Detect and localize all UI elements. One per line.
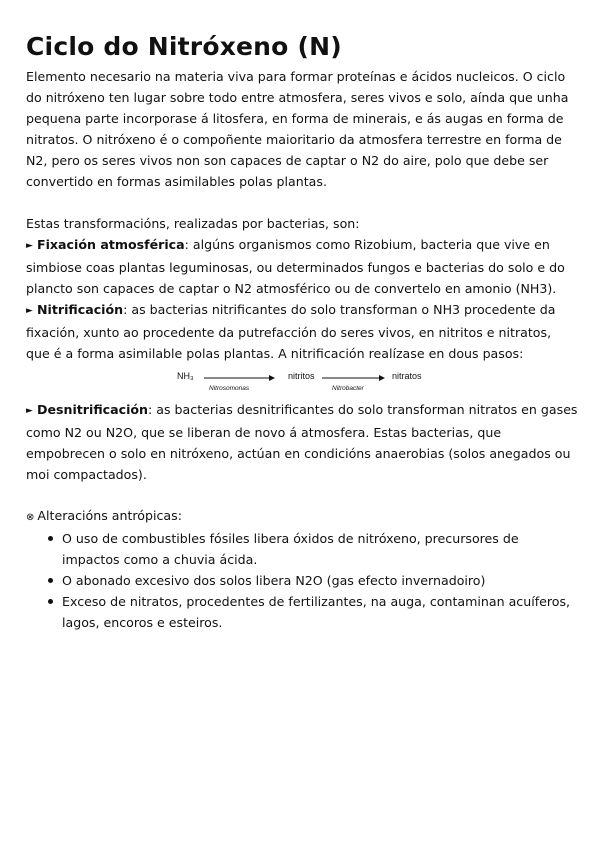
intro-paragraph: Elemento necesario na materia viva para formar proteínas e ácidos nucleicos. O ciclo do nitróxeno ten lugar sobre todo entre atmosfera, seres vivos e solo, aínda que unha pequena parte incorporase á litosfera, en forma de minerais, e ás augas en forma de nitratos. O nitróxeno é o compoñente maioritario da atmosfera terrestre en forma de N2, pero os seres vivos non son capaces de captar o N2 do aire, polo que debe ser convertido en formas asimilables polas plantas.	[26, 69, 569, 189]
document-page	[26, 30, 578, 633]
diagram-agent-1: Nitrosomonas	[209, 385, 250, 392]
page-title: Ciclo do Nitróxeno (N)	[26, 32, 342, 61]
nitrification-item	[26, 299, 578, 364]
bullet-arrow-icon: ►	[26, 306, 33, 316]
denitrification-text: : as bacterias desnitrificantes do solo transforman nitratos en gases como N2 ou N2O, que se liberan de novo á atmosfera. Estas bacterias, que empobrecen o solo en nitróxeno, actúan en condicións anaerobias (solos anegados ou moi compactados).	[26, 402, 578, 482]
list-item: O abonado excesivo dos solos libera N2O (gas efecto invernadoiro)	[48, 570, 578, 591]
diagram-agent-2: Nitrobacter	[332, 385, 364, 392]
arrow-2-head	[379, 375, 385, 381]
alterations-heading-text: Alteracións antrópicas:	[37, 508, 182, 523]
diagram-start: NH₃	[177, 371, 194, 381]
diagram-end: nitratos	[392, 371, 422, 381]
fixation-text: : algúns organismos como Rizobium, bacteria que vive en simbiose coas plantas leguminosas, ou determinados fungos e bacterias do solo e do plancto son capaces de captar o N2 atmosférico ou de convertelo en amonio (NH3).	[26, 237, 565, 296]
alterations-heading	[26, 505, 578, 528]
bullet-arrow-icon: ►	[26, 241, 33, 251]
arrow-1-head	[269, 375, 275, 381]
transformations-intro: Estas transformacións, realizadas por bacterias, son:	[26, 216, 360, 231]
nitrification-diagram	[26, 367, 578, 397]
list-item: O uso de combustibles fósiles libera óxidos de nitróxeno, precursores de impactos como a chuvia ácida.	[48, 528, 578, 570]
nitrification-term: Nitrificación	[37, 302, 124, 317]
alterations-list	[26, 528, 578, 633]
denitrification-term: Desnitrificación	[37, 402, 149, 417]
denitrification-item	[26, 399, 578, 485]
nitrification-text: : as bacterias nitrificantes do solo transforman o NH3 procedente da fixación, xunto ao procedente da putrefacción do seres vivos, en nitritos e nitratos, que é a forma asimilable polas plantas. A nitrificación realízase en dous pasos:	[26, 302, 556, 361]
fixation-term: Fixación atmosférica	[37, 237, 185, 252]
list-item: Exceso de nitratos, procedentes de fertilizantes, na auga, contaminan acuíferos, lagos, encoros e esteiros.	[48, 591, 578, 633]
circled-x-icon: ⊗	[26, 512, 35, 523]
fixation-item	[26, 234, 578, 299]
bullet-arrow-icon: ►	[26, 406, 33, 416]
diagram-middle: nitritos	[288, 371, 315, 381]
spacer	[26, 192, 578, 213]
